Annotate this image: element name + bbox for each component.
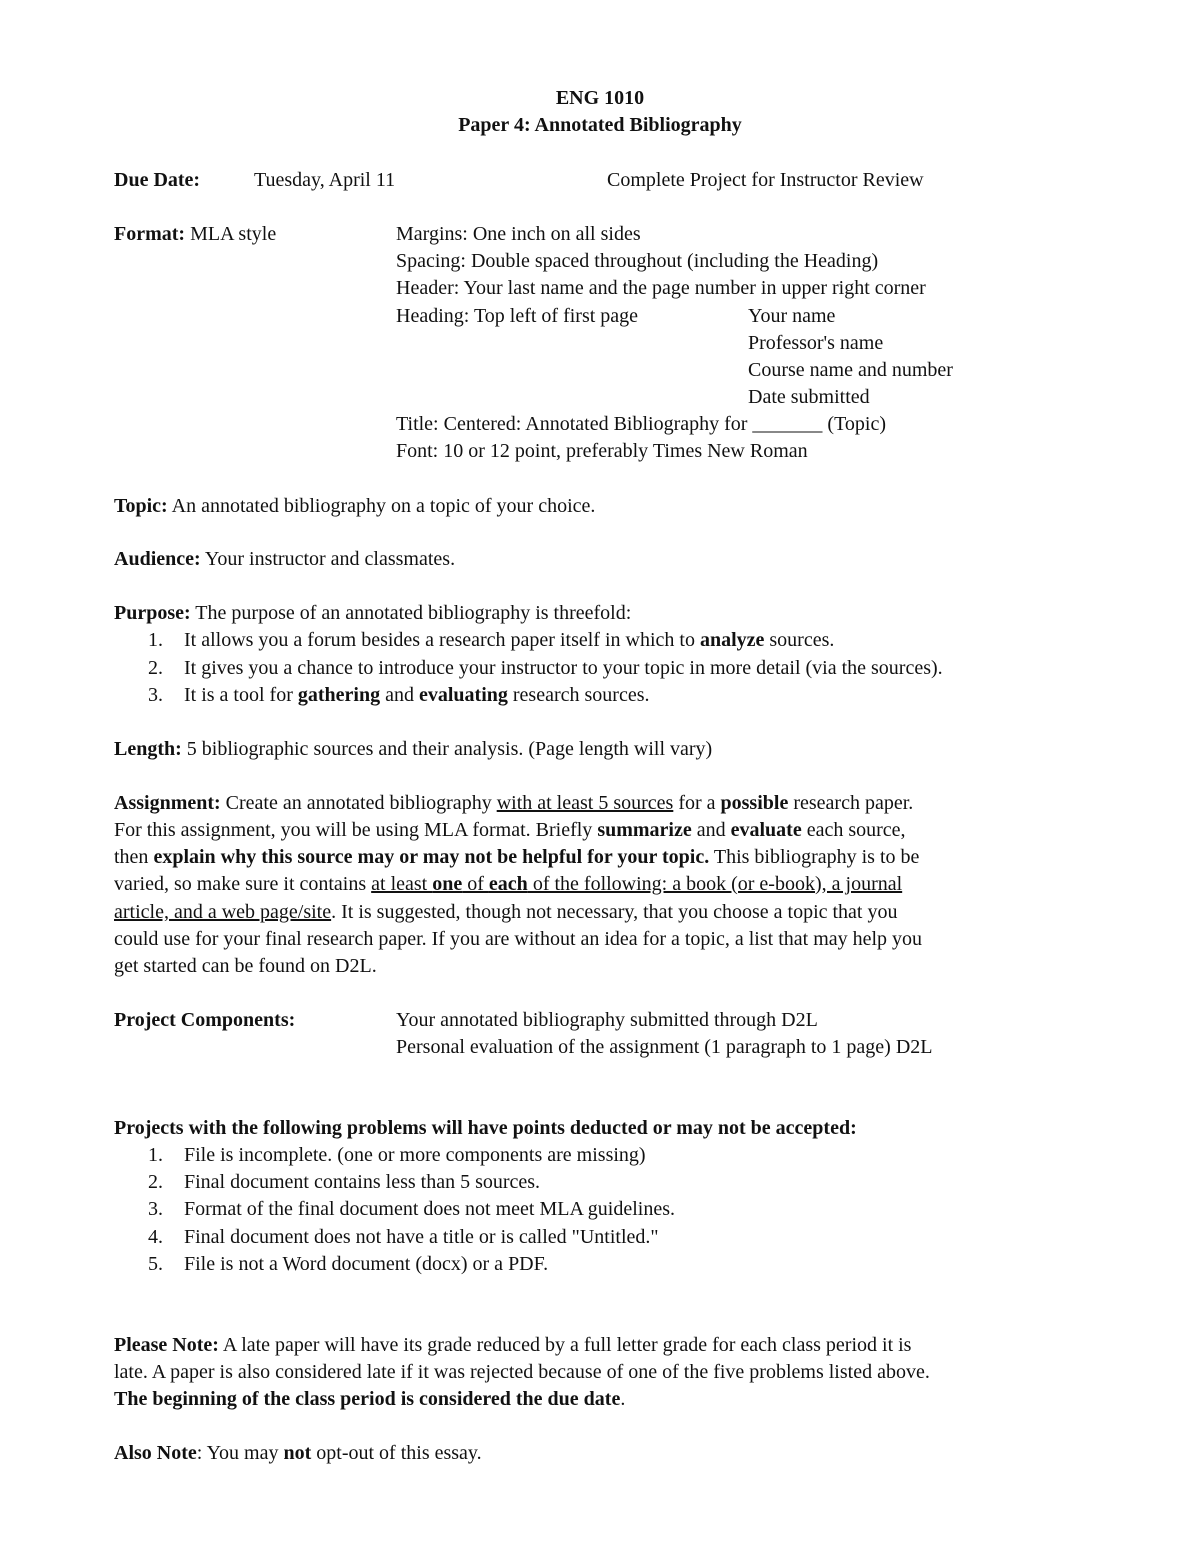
heading-item: Course name and number bbox=[748, 359, 953, 381]
format-header: Header: Your last name and the page number in upper right corner bbox=[396, 277, 926, 299]
format-title: Title: Centered: Annotated Bibliography for _______ (Topic) bbox=[396, 413, 887, 435]
list-number: 3. bbox=[148, 684, 163, 706]
purpose-line bbox=[114, 600, 631, 627]
list-item: File is incomplete. (one or more components are missing) bbox=[184, 1144, 646, 1166]
assignment-line: varied, so make sure it contains at least one of each of the following: a book (or e-book), a journal bbox=[114, 873, 903, 895]
format-margins: Margins: One inch on all sides bbox=[396, 223, 641, 245]
format-spacing: Spacing: Double spaced throughout (including the Heading) bbox=[396, 250, 879, 272]
length-text: 5 bibliographic sources and their analysis. (Page length will vary) bbox=[181, 738, 713, 760]
due-date-label: Due Date: bbox=[114, 169, 201, 191]
problems-heading: Projects with the following problems will have points deducted or may not be accepted: bbox=[114, 1117, 857, 1139]
audience-text: Your instructor and classmates. bbox=[200, 548, 456, 570]
list-number: 2. bbox=[148, 1171, 163, 1193]
please-note-line: The beginning of the class period is considered the due date. bbox=[114, 1388, 626, 1410]
heading-item: Professor's name bbox=[748, 332, 884, 354]
due-date-note: Complete Project for Instructor Review bbox=[607, 169, 924, 191]
list-item: File is not a Word document (docx) or a PDF. bbox=[184, 1253, 549, 1275]
topic-label: Topic: bbox=[114, 495, 168, 517]
list-item: It gives you a chance to introduce your instructor to your topic in more detail (via the sources). bbox=[184, 657, 943, 679]
components-label: Project Components: bbox=[114, 1009, 296, 1031]
length-line bbox=[114, 736, 712, 763]
purpose-label: Purpose: bbox=[114, 602, 191, 624]
format-heading: Heading: Top left of first page bbox=[396, 305, 639, 327]
course-title: ENG 1010 bbox=[555, 87, 645, 109]
assignment-line: Assignment: Create an annotated bibliography with at least 5 sources for a possible research paper. bbox=[114, 792, 914, 814]
also-note-line: Also Note: You may not opt-out of this essay. bbox=[114, 1442, 482, 1464]
assignment-label: Assignment: bbox=[114, 792, 221, 814]
list-item: It is a tool for gathering and evaluating research sources. bbox=[184, 684, 650, 706]
also-note-label: Also Note bbox=[114, 1442, 197, 1464]
list-number: 5. bbox=[148, 1253, 163, 1275]
please-note-line: Please Note: A late paper will have its grade reduced by a full letter grade for each class period it is bbox=[114, 1334, 912, 1356]
heading-item: Date submitted bbox=[748, 386, 870, 408]
assignment-line: could use for your final research paper. If you are without an idea for a topic, a list that may help you bbox=[114, 928, 923, 950]
list-item: Format of the final document does not meet MLA guidelines. bbox=[184, 1198, 676, 1220]
assignment-line: article, and a web page/site. It is suggested, though not necessary, that you choose a topic that you bbox=[114, 901, 898, 923]
list-number: 3. bbox=[148, 1198, 163, 1220]
please-note-line: late. A paper is also considered late if it was rejected because of one of the five problems listed above. bbox=[114, 1361, 930, 1383]
format-label: Format: bbox=[114, 223, 186, 245]
component-item: Personal evaluation of the assignment (1 paragraph to 1 page) D2L bbox=[396, 1036, 933, 1058]
format-line bbox=[114, 221, 276, 248]
component-item: Your annotated bibliography submitted through D2L bbox=[396, 1009, 818, 1031]
please-note-label: Please Note: bbox=[114, 1334, 219, 1356]
list-number: 1. bbox=[148, 1144, 163, 1166]
assignment-line: then explain why this source may or may not be helpful for your topic. This bibliography is to be bbox=[114, 846, 920, 868]
list-number: 2. bbox=[148, 657, 163, 679]
topic-text: An annotated bibliography on a topic of your choice. bbox=[167, 495, 596, 517]
paper-title: Paper 4: Annotated Bibliography bbox=[458, 114, 742, 136]
format-font: Font: 10 or 12 point, preferably Times New Roman bbox=[396, 440, 808, 462]
length-label: Length: bbox=[114, 738, 182, 760]
heading-item: Your name bbox=[748, 305, 836, 327]
audience-label: Audience: bbox=[114, 548, 201, 570]
due-date-value: Tuesday, April 11 bbox=[254, 169, 396, 191]
audience-line bbox=[114, 546, 455, 573]
list-item: It allows you a forum besides a research paper itself in which to analyze sources. bbox=[184, 629, 835, 651]
assignment-line: For this assignment, you will be using MLA format. Briefly summarize and evaluate each source, bbox=[114, 819, 906, 841]
list-item: Final document contains less than 5 sources. bbox=[184, 1171, 541, 1193]
topic-line bbox=[114, 493, 595, 520]
list-item: Final document does not have a title or is called "Untitled." bbox=[184, 1226, 659, 1248]
format-style: MLA style bbox=[190, 223, 277, 245]
list-number: 4. bbox=[148, 1226, 163, 1248]
assignment-line: get started can be found on D2L. bbox=[114, 955, 377, 977]
list-number: 1. bbox=[148, 629, 163, 651]
purpose-text: The purpose of an annotated bibliography is threefold: bbox=[190, 602, 632, 624]
